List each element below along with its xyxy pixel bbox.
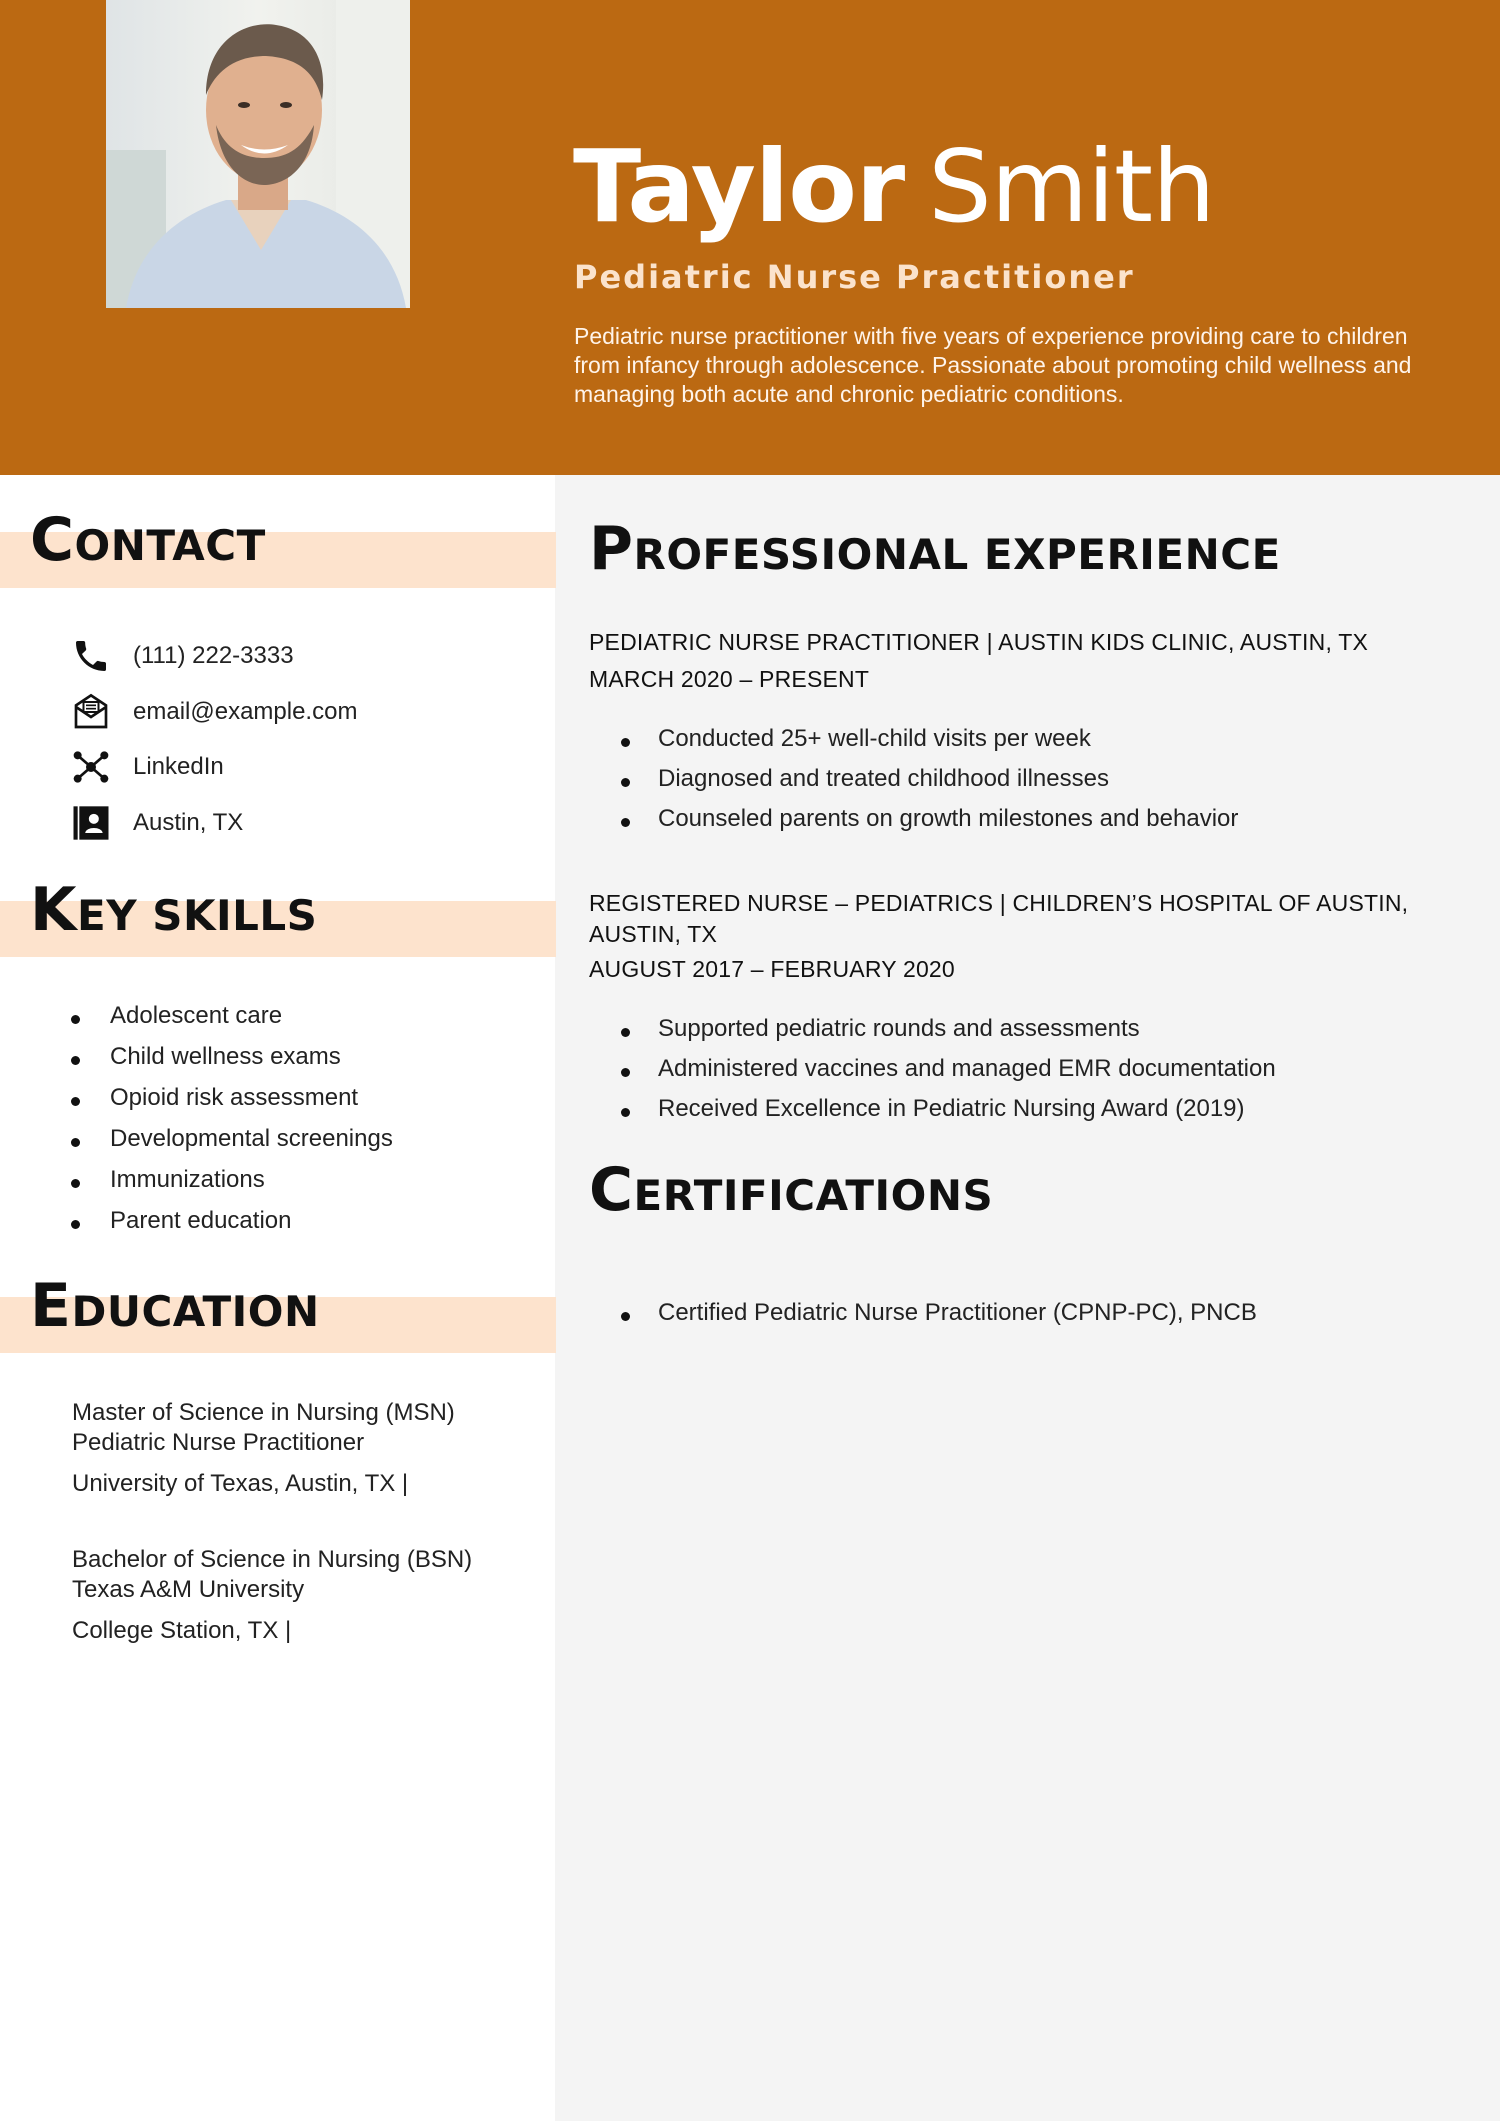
education-entry bbox=[72, 1545, 472, 1646]
list-item: Immunizations bbox=[70, 1166, 393, 1207]
contact-linkedin[interactable]: LinkedIn bbox=[133, 753, 224, 780]
education-degree: Master of Science in Nursing (MSN) bbox=[72, 1399, 455, 1426]
network-icon bbox=[70, 746, 112, 788]
job-dates: AUGUST 2017 – FEBRUARY 2020 bbox=[589, 956, 955, 982]
experience-heading bbox=[589, 514, 1281, 584]
contact-location: Austin, TX bbox=[133, 809, 244, 836]
contact-linkedin-row bbox=[70, 745, 224, 789]
list-item: Adolescent care bbox=[70, 1002, 393, 1043]
list-item: Administered vaccines and managed EMR documentation bbox=[589, 1055, 1276, 1095]
list-item: Supported pediatric rounds and assessments bbox=[589, 1015, 1276, 1055]
education-location: College Station, TX | bbox=[72, 1617, 292, 1644]
contact-phone-row bbox=[70, 634, 294, 678]
heading-cap-letter: E bbox=[30, 1271, 72, 1341]
heading-rest: EY SKILLS bbox=[77, 891, 318, 940]
professional-summary: Pediatric nurse practitioner with five years of experience providing care to children from infancy through adolescence. Passionate about promoting child wellness and managing both acute and chronic pediatric conditions. bbox=[574, 323, 1412, 407]
profile-photo bbox=[106, 0, 410, 308]
right-column-panel bbox=[555, 475, 1500, 2121]
heading-cap-letter: P bbox=[589, 514, 634, 584]
job-bullets bbox=[589, 1015, 1276, 1135]
heading-rest: ONTACT bbox=[74, 521, 266, 570]
phone-icon bbox=[70, 635, 112, 677]
job-bullets bbox=[589, 725, 1238, 845]
profile-photo-illustration bbox=[106, 0, 410, 308]
skills-list bbox=[70, 1002, 393, 1248]
heading-cap-letter: K bbox=[30, 875, 77, 945]
contact-phone: (111) 222-3333 bbox=[133, 642, 294, 669]
contact-email[interactable]: email@example.com bbox=[133, 698, 358, 725]
heading-cap-letter: C bbox=[30, 505, 75, 575]
certifications-heading bbox=[589, 1155, 993, 1225]
job-title-line: REGISTERED NURSE – PEDIATRICS | CHILDREN’S HOSPITAL OF AUSTIN, AUSTIN, TX bbox=[589, 890, 1409, 947]
heading-rest: ERTIFICATIONS bbox=[633, 1171, 994, 1220]
education-entry bbox=[72, 1398, 455, 1499]
first-name: Taylor bbox=[573, 128, 905, 245]
contact-card-icon bbox=[70, 802, 112, 844]
certifications-list bbox=[589, 1299, 1257, 1339]
heading-rest: ROFESSIONAL EXPERIENCE bbox=[633, 530, 1281, 579]
list-item: Diagnosed and treated childhood illnesses bbox=[589, 765, 1238, 805]
job-title-line: PEDIATRIC NURSE PRACTITIONER | AUSTIN KIDS CLINIC, AUSTIN, TX bbox=[589, 629, 1368, 655]
last-name: Smith bbox=[928, 128, 1215, 245]
header-banner bbox=[0, 0, 1500, 475]
education-detail: Texas A&M University bbox=[72, 1576, 305, 1603]
job-title: Pediatric Nurse Practitioner bbox=[574, 258, 1135, 296]
list-item: Counseled parents on growth milestones and behavior bbox=[589, 805, 1238, 845]
list-item: Received Excellence in Pediatric Nursing Award (2019) bbox=[589, 1095, 1276, 1135]
heading-rest: DUCATION bbox=[71, 1287, 320, 1336]
contact-heading bbox=[30, 505, 266, 575]
education-heading bbox=[30, 1271, 320, 1341]
contact-location-row bbox=[70, 801, 243, 845]
job-dates: MARCH 2020 – PRESENT bbox=[589, 666, 870, 692]
list-item: Opioid risk assessment bbox=[70, 1084, 393, 1125]
list-item: Developmental screenings bbox=[70, 1125, 393, 1166]
list-item: Parent education bbox=[70, 1207, 393, 1248]
list-item: Conducted 25+ well-child visits per week bbox=[589, 725, 1238, 765]
education-degree: Bachelor of Science in Nursing (BSN) bbox=[72, 1546, 473, 1573]
heading-cap-letter: C bbox=[589, 1155, 634, 1225]
candidate-name bbox=[573, 128, 1214, 246]
education-detail: Pediatric Nurse Practitioner bbox=[72, 1429, 365, 1456]
list-item: Certified Pediatric Nurse Practitioner (CPNP-PC), PNCB bbox=[589, 1299, 1257, 1339]
education-location: University of Texas, Austin, TX | bbox=[72, 1470, 409, 1497]
envelope-icon bbox=[70, 691, 112, 733]
list-item: Child wellness exams bbox=[70, 1043, 393, 1084]
contact-email-row bbox=[70, 690, 357, 734]
skills-heading bbox=[30, 875, 317, 945]
